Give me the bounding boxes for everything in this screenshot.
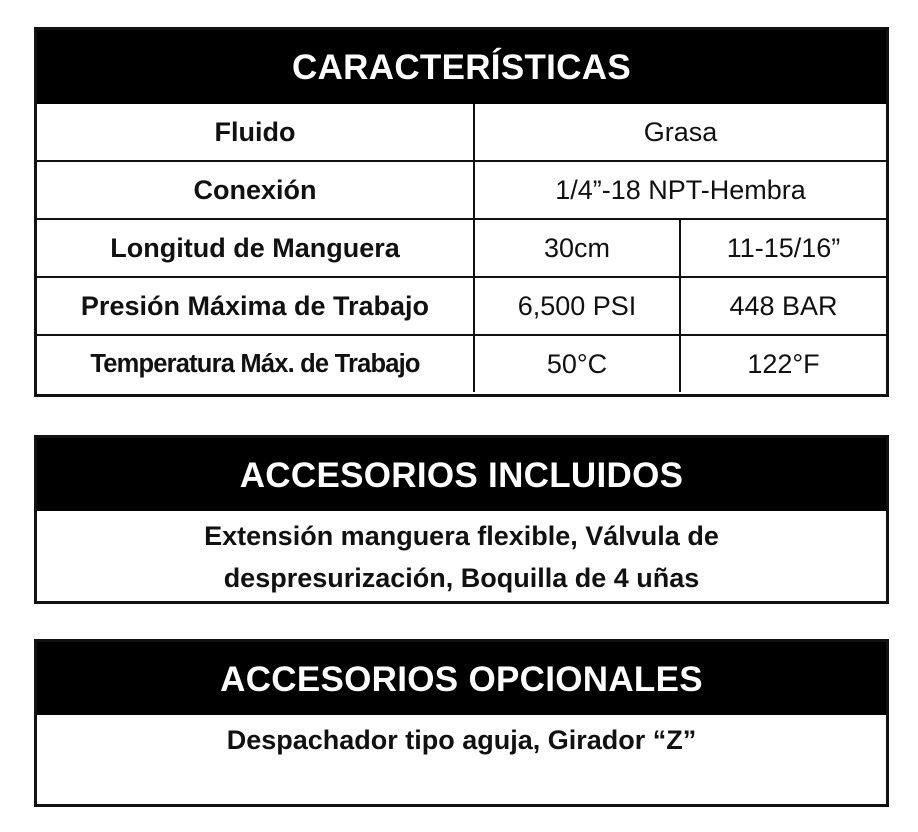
max-pressure-label: Presión Máxima de Trabajo	[37, 277, 474, 335]
included-accessories-title: ACCESORIOS INCLUIDOS	[37, 438, 886, 511]
characteristics-table	[37, 104, 886, 392]
connection-value: 1/4”-18 NPT-Hembra	[474, 161, 886, 219]
characteristics-title: CARACTERÍSTICAS	[37, 30, 886, 104]
table-row	[37, 104, 886, 161]
optional-accessories-text: Despachador tipo aguja, Girador “Z”	[226, 725, 697, 755]
included-accessories-text: Extensión manguera flexible, Válvula de despresurización, Boquilla de 4 uñas	[204, 521, 719, 593]
fluid-value: Grasa	[474, 104, 886, 161]
hose-length-label: Longitud de Manguera	[37, 219, 474, 277]
max-temperature-celsius: 50°C	[474, 335, 680, 392]
max-temperature-label: Temperatura Máx. de Trabajo	[37, 335, 474, 392]
max-temperature-fahrenheit: 122°F	[680, 335, 886, 392]
connection-label: Conexión	[37, 161, 474, 219]
optional-accessories-title: ACCESORIOS OPCIONALES	[37, 642, 886, 715]
hose-length-metric: 30cm	[474, 219, 680, 277]
max-pressure-bar: 448 BAR	[680, 277, 886, 335]
table-row	[37, 161, 886, 219]
characteristics-section	[34, 27, 889, 397]
table-row	[37, 219, 886, 277]
table-row	[37, 277, 886, 335]
table-row	[37, 335, 886, 392]
included-accessories-section	[34, 435, 889, 604]
max-pressure-psi: 6,500 PSI	[474, 277, 680, 335]
hose-length-imperial: 11-15/16”	[680, 219, 886, 277]
fluid-label: Fluido	[37, 104, 474, 161]
optional-accessories-section	[34, 639, 889, 807]
